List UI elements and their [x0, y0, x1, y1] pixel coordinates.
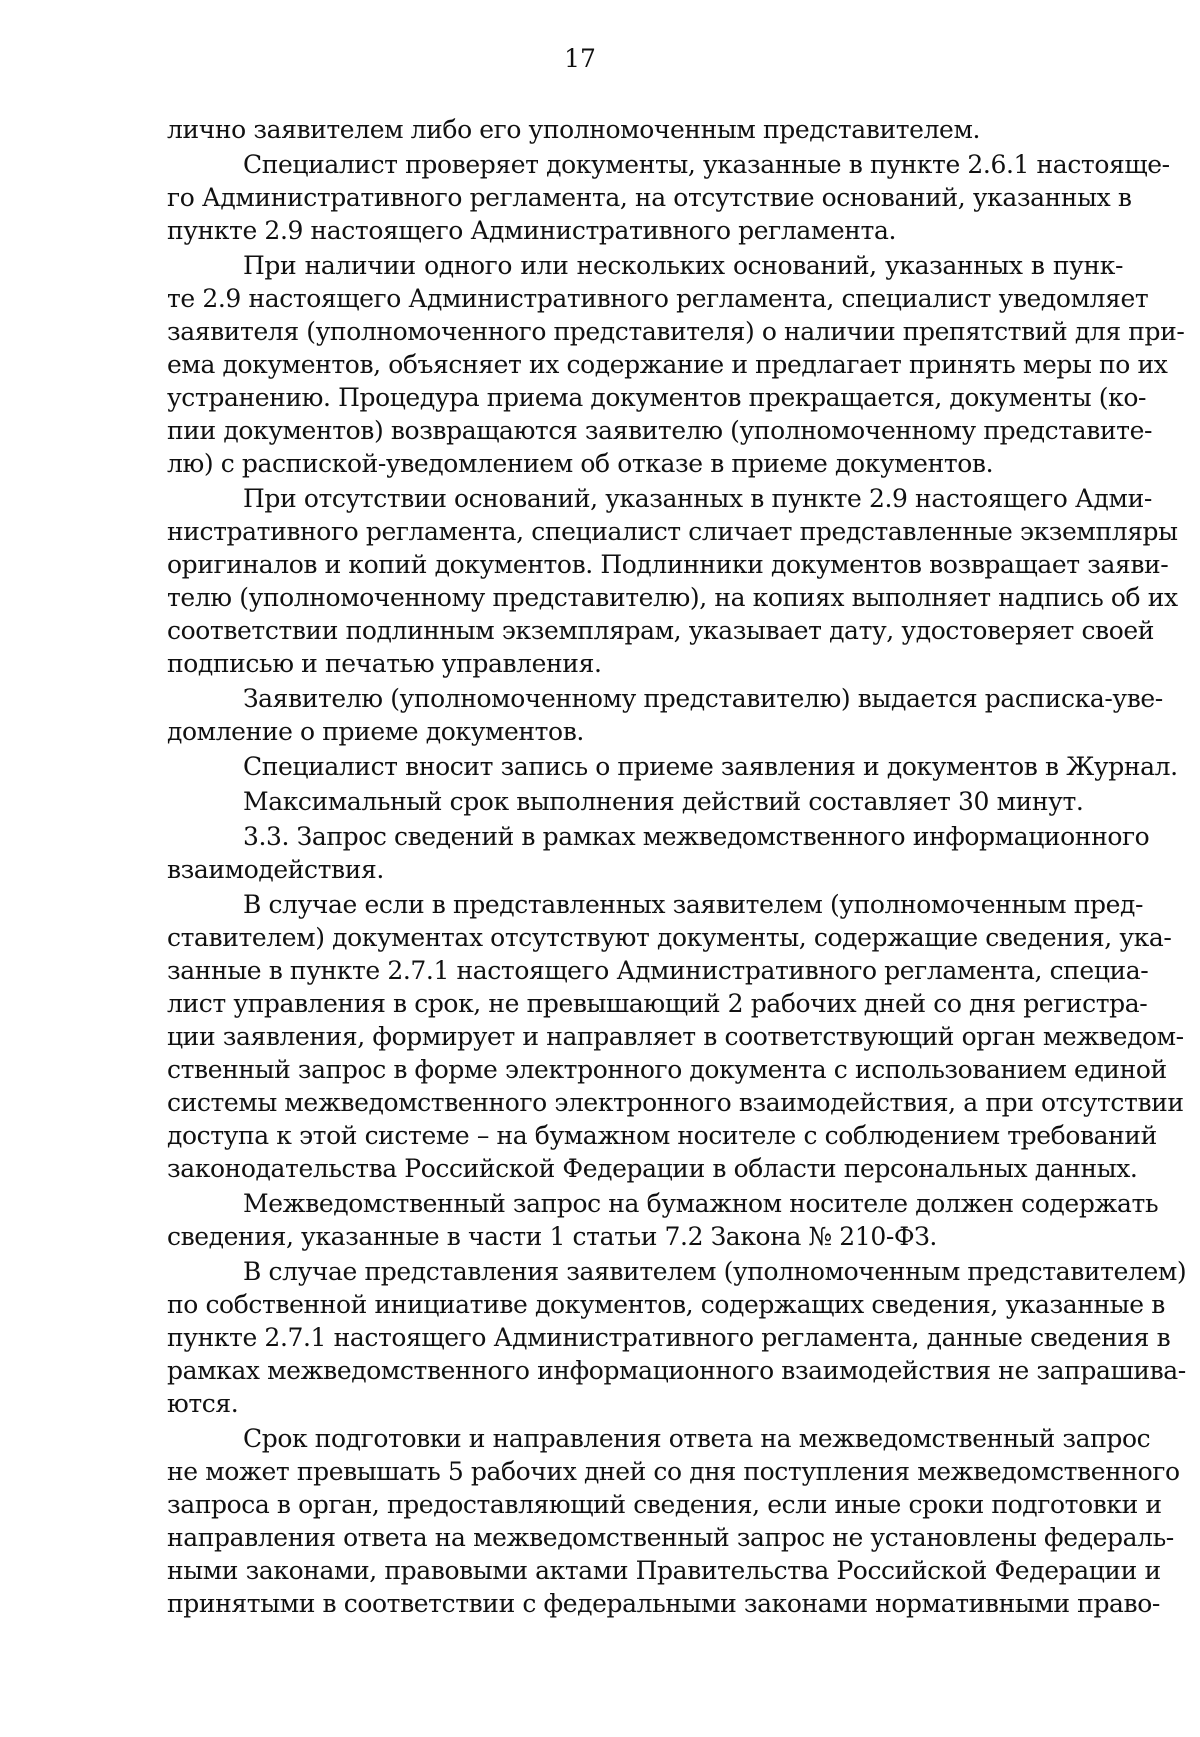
text-line: Специалист вносит запись о приеме заявления и документов в Журнал.: [243, 752, 1178, 781]
text-line: рамках межведомственного информационного взаимодействия не запрашива-: [167, 1356, 1186, 1385]
text-line: 3.3. Запрос сведений в рамках межведомственного информационного: [243, 822, 1150, 851]
text-line: телю (уполномоченному представителю), на копиях выполняет надпись об их: [167, 583, 1178, 612]
text-line: ются.: [167, 1389, 239, 1418]
text-line: Межведомственный запрос на бумажном носителе должен содержать: [243, 1189, 1159, 1218]
text-line: запроса в орган, предоставляющий сведения, если иные сроки подготовки и: [167, 1490, 1162, 1519]
paragraph: [167, 113, 1123, 146]
text-line: лю) с распиской-уведомлением об отказе в приеме документов.: [167, 449, 994, 478]
text-line: го Административного регламента, на отсутствие оснований, указанных в: [167, 183, 1132, 212]
paragraph: [167, 888, 1184, 1185]
text-line: В случае если в представленных заявителем (уполномоченным пред-: [243, 890, 1144, 919]
paragraph: [167, 820, 1150, 886]
text-line: занные в пункте 2.7.1 настоящего Административного регламента, специа-: [167, 956, 1149, 985]
text-line: ственный запрос в форме электронного документа с использованием единой: [167, 1055, 1167, 1084]
text-line: Специалист проверяет документы, указанные в пункте 2.6.1 настояще-: [243, 150, 1170, 179]
text-line: пии документов) возвращаются заявителю (уполномоченному представите-: [167, 416, 1153, 445]
paragraph: [167, 750, 1178, 783]
text-line: ставителем) документах отсутствуют документы, содержащие сведения, ука-: [167, 923, 1172, 952]
paragraph: [167, 1255, 1187, 1420]
paragraph: [167, 785, 1123, 818]
paragraph: [167, 482, 1178, 680]
text-line: домление о приеме документов.: [167, 717, 584, 746]
text-line: направления ответа на межведомственный запрос не установлены федераль-: [167, 1523, 1174, 1552]
text-line: те 2.9 настоящего Административного регламента, специалист уведомляет: [167, 284, 1149, 313]
text-line: лично заявителем либо его уполномоченным представителем.: [167, 115, 981, 144]
paragraph: [167, 249, 1185, 480]
paragraph: [167, 148, 1170, 247]
text-line: Максимальный срок выполнения действий составляет 30 минут.: [243, 787, 1084, 816]
text-line: ции заявления, формирует и направляет в соответствующий орган межведом-: [167, 1022, 1184, 1051]
paragraph: [167, 1422, 1180, 1620]
text-line: доступа к этой системе – на бумажном носителе с соблюдением требований: [167, 1121, 1157, 1150]
text-line: не может превышать 5 рабочих дней со дня поступления межведомственного: [167, 1457, 1180, 1486]
text-line: оригиналов и копий документов. Подлинники документов возвращает заяви-: [167, 550, 1169, 579]
text-line: нистративного регламента, специалист сличает представленные экземпляры: [167, 517, 1178, 546]
text-line: При наличии одного или нескольких оснований, указанных в пунк-: [243, 251, 1123, 280]
document-body: [167, 113, 1187, 1622]
text-line: пункте 2.7.1 настоящего Административного регламента, данные сведения в: [167, 1323, 1171, 1352]
text-line: При отсутствии оснований, указанных в пункте 2.9 настоящего Адми-: [243, 484, 1152, 513]
text-line: заявителя (уполномоченного представителя) о наличии препятствий для при-: [167, 317, 1185, 346]
text-line: сведения, указанные в части 1 статьи 7.2 Закона № 210-ФЗ.: [167, 1222, 937, 1251]
text-line: Заявителю (уполномоченному представителю) выдается расписка-уве-: [243, 684, 1163, 713]
text-line: принятыми в соответствии с федеральными законами нормативными право-: [167, 1589, 1160, 1618]
paragraph: [167, 682, 1163, 748]
text-line: по собственной инициативе документов, содержащих сведения, указанные в: [167, 1290, 1165, 1319]
text-line: ными законами, правовыми актами Правительства Российской Федерации и: [167, 1556, 1161, 1585]
text-line: устранению. Процедура приема документов прекращается, документы (ко-: [167, 383, 1147, 412]
text-line: В случае представления заявителем (уполномоченным представителем): [243, 1257, 1187, 1286]
text-line: системы межведомственного электронного взаимодействия, а при отсутствии: [167, 1088, 1184, 1117]
text-line: соответствии подлинным экземплярам, указывает дату, удостоверяет своей: [167, 616, 1155, 645]
text-line: взаимодействия.: [167, 855, 384, 884]
text-line: законодательства Российской Федерации в области персональных данных.: [167, 1154, 1138, 1183]
text-line: Срок подготовки и направления ответа на межведомственный запрос: [243, 1424, 1151, 1453]
page-number: 17: [564, 44, 596, 73]
text-line: подписью и печатью управления.: [167, 649, 602, 678]
text-line: лист управления в срок, не превышающий 2 рабочих дней со дня регистра-: [167, 989, 1148, 1018]
text-line: пункте 2.9 настоящего Административного регламента.: [167, 216, 897, 245]
paragraph: [167, 1187, 1159, 1253]
text-line: ема документов, объясняет их содержание и предлагает принять меры по их: [167, 350, 1168, 379]
